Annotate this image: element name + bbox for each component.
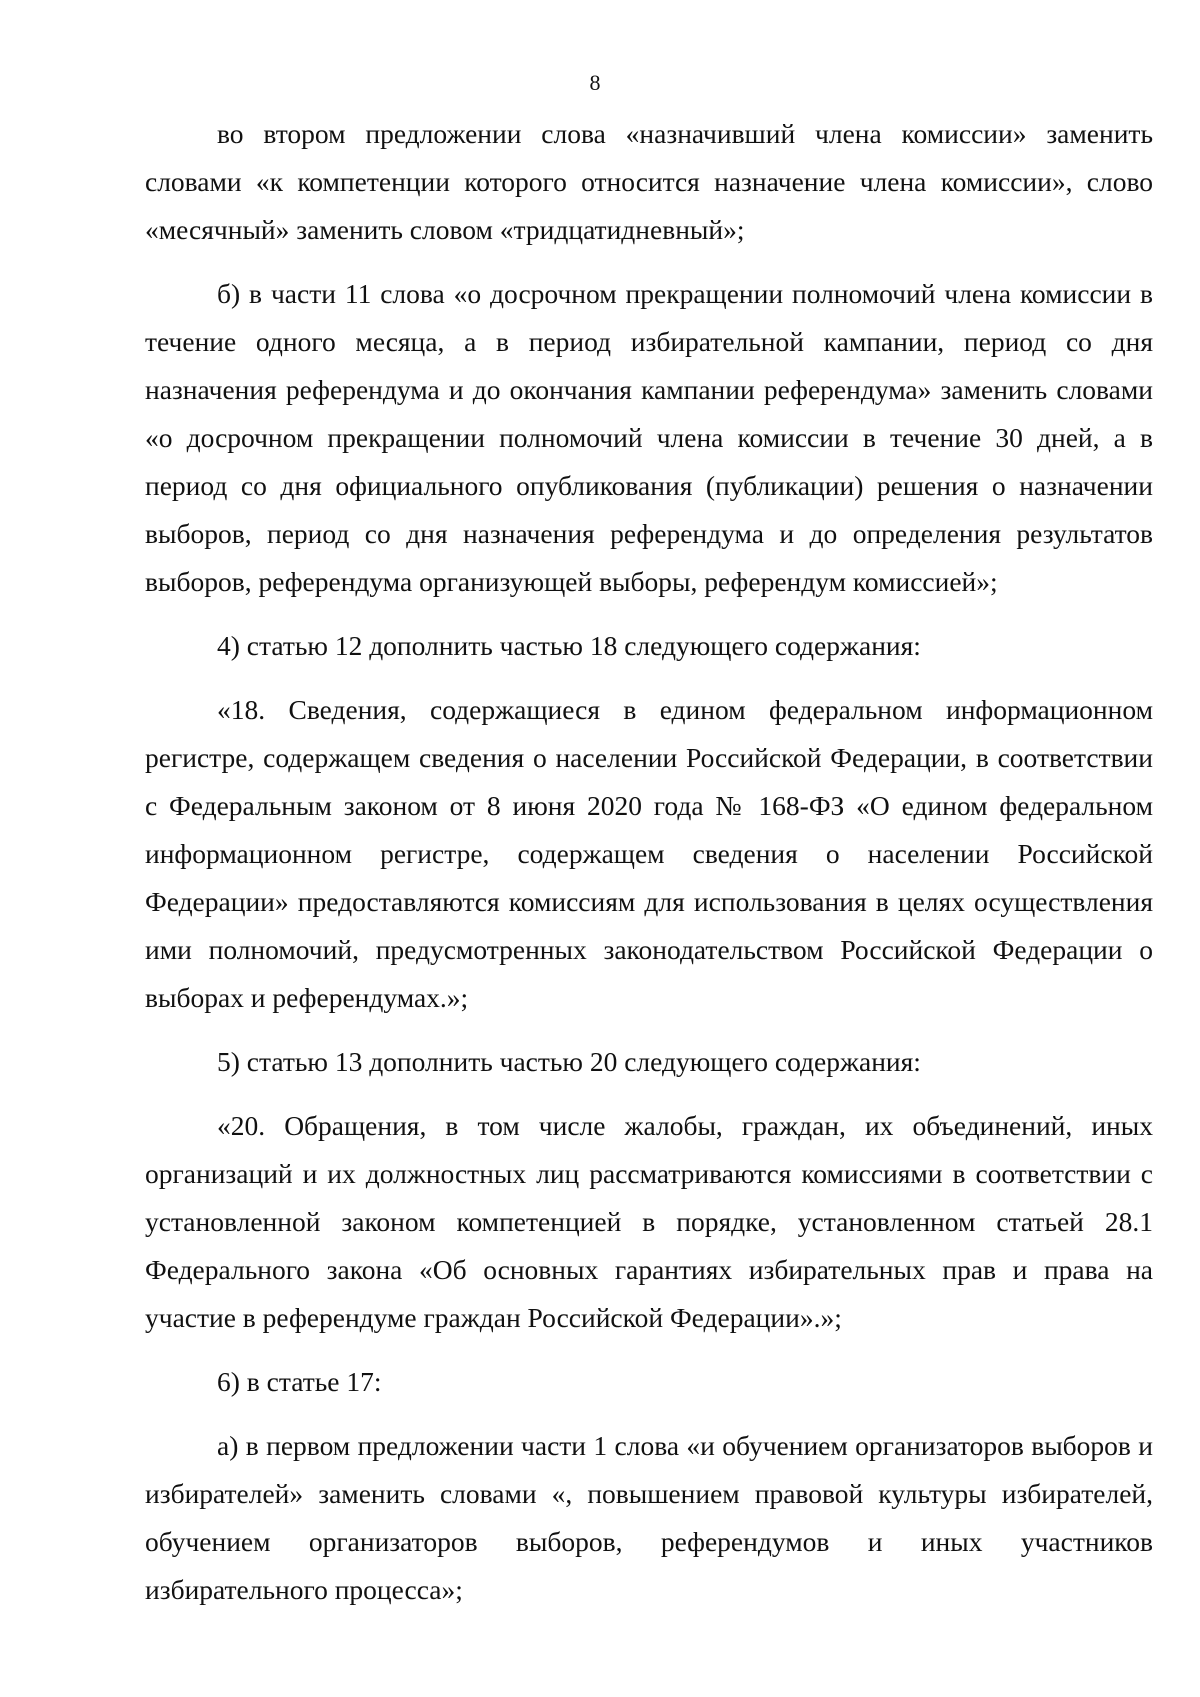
paragraph-4: «18. Сведения, содержащиеся в едином федеральном информационном регистре, содержащем сведения о населении Российской Федерации, в соответствии с Федеральным законом от 8 июня 2020 года № 168-ФЗ «О едином федеральном информационном регистре, содержащем сведения о населении Российской Федерации» предоставляются комиссиям для использования в целях осуществления ими полномочий, предусмотренных законодательством Российской Федерации о выборах и референдумах.»;	[145, 694, 1153, 1013]
document-body	[145, 110, 1153, 1614]
page-number: 8	[589, 70, 601, 95]
paragraph-3: 4) статью 12 дополнить частью 18 следующего содержания:	[217, 630, 921, 661]
paragraph-6: «20. Обращения, в том числе жалобы, граждан, их объединений, иных организаций и их должностных лиц рассматриваются комиссиями в соответствии с установленной законом компетенцией в порядке, установленном статьей 28.1 Федерального закона «Об основных гарантиях избирательных прав и права на участие в референдуме граждан Российской Федерации».»;	[145, 1110, 1153, 1333]
paragraph-8: а) в первом предложении части 1 слова «и обучением организаторов выборов и избирателей» заменить словами «, повышением правовой культуры избирателей, обучением организаторов выборов, референдумов и иных участников избирательного процесса»;	[145, 1430, 1153, 1605]
paragraph-5: 5) статью 13 дополнить частью 20 следующего содержания:	[217, 1046, 921, 1077]
paragraph-7: 6) в статье 17:	[217, 1366, 382, 1397]
paragraph-2: б) в части 11 слова «о досрочном прекращении полномочий члена комиссии в течение одного месяца, а в период избирательной кампании, период со дня назначения референдума и до окончания кампании референдума» заменить словами «о досрочном прекращении полномочий члена комиссии в течение 30 дней, а в период со дня официального опубликования (публикации) решения о назначении выборов, период со дня назначения референдума и до определения результатов выборов, референдума организующей выборы, референдум комиссией»;	[145, 278, 1153, 597]
paragraph-1: во втором предложении слова «назначивший члена комиссии» заменить словами «к компетенции которого относится назначение члена комиссии», слово «месячный» заменить словом «тридцатидневный»;	[145, 118, 1153, 245]
